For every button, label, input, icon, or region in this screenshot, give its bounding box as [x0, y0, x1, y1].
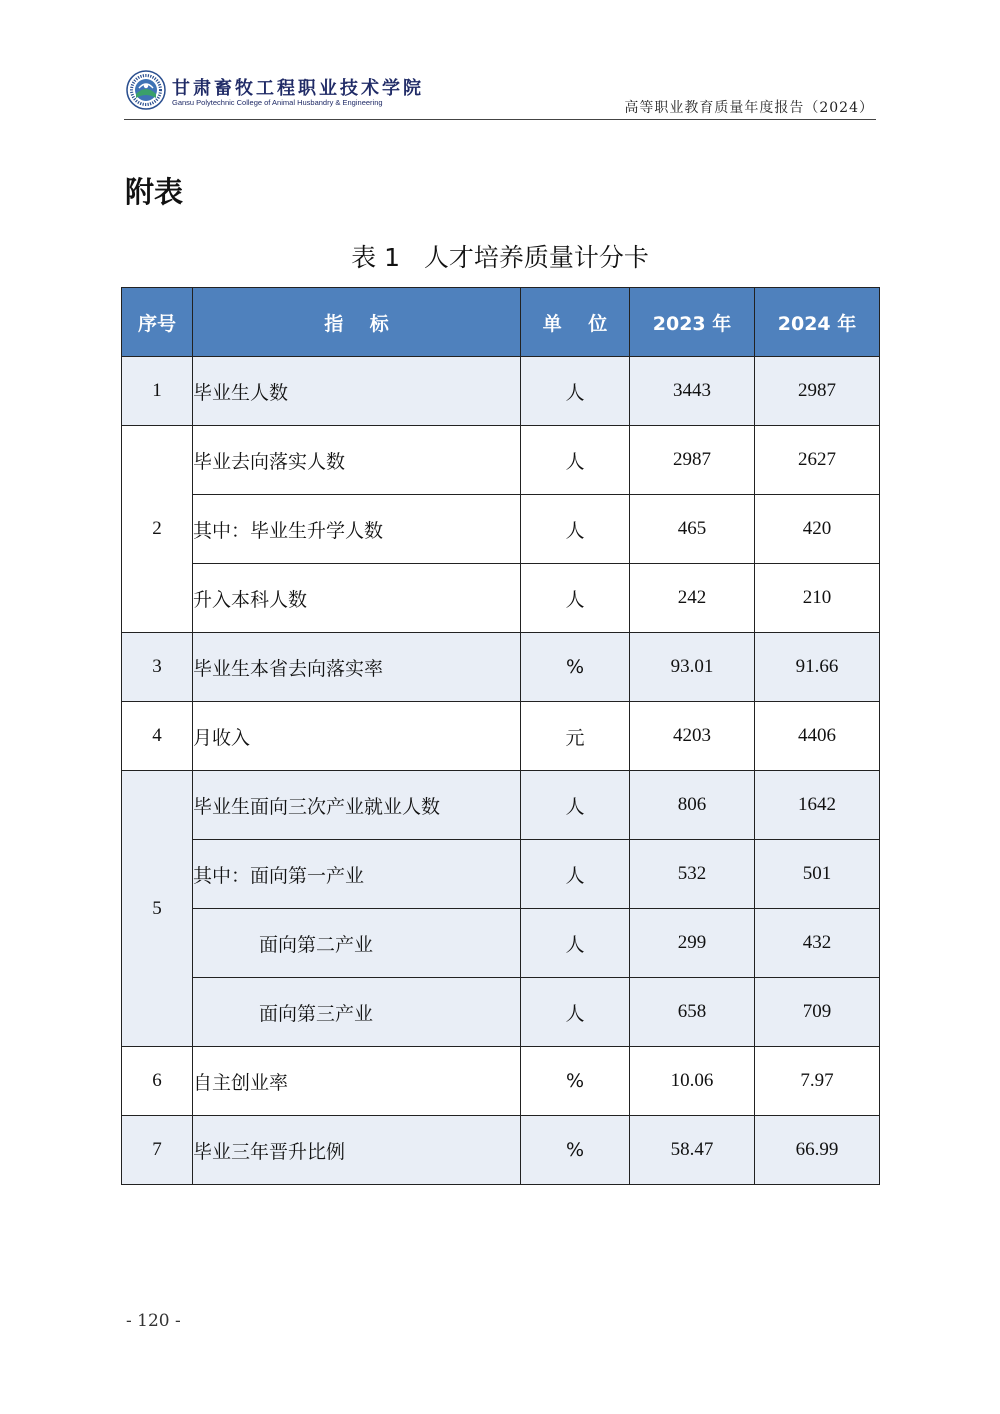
- header-indicator: 指 标: [193, 288, 521, 357]
- header-2023: 2023 年: [630, 288, 755, 357]
- row-unit: 人: [521, 978, 630, 1047]
- row-seq: 7: [122, 1116, 193, 1185]
- talent-quality-scorecard-table: [121, 287, 880, 1185]
- row-indicator: 毕业三年晋升比例: [193, 1116, 521, 1185]
- school-name-cn: 甘肃畜牧工程职业技术学院: [172, 78, 424, 99]
- table-row: [122, 495, 880, 564]
- table-row: [122, 840, 880, 909]
- row-seq: 3: [122, 633, 193, 702]
- row-value-2023: 3443: [630, 357, 755, 426]
- row-indicator: 其中：毕业生升学人数: [193, 495, 521, 564]
- header-divider: [124, 119, 876, 120]
- row-unit: %: [521, 1116, 630, 1185]
- row-value-2023: 2987: [630, 426, 755, 495]
- row-value-2024: 4406: [755, 702, 880, 771]
- row-value-2023: 299: [630, 909, 755, 978]
- row-seq: 6: [122, 1047, 193, 1116]
- table-row: [122, 1116, 880, 1185]
- row-indicator: 面向第二产业: [193, 909, 521, 978]
- header-unit: 单 位: [521, 288, 630, 357]
- row-indicator: 其中：面向第一产业: [193, 840, 521, 909]
- row-indicator: 毕业去向落实人数: [193, 426, 521, 495]
- row-value-2024: 66.99: [755, 1116, 880, 1185]
- row-seq: 5: [122, 771, 193, 1047]
- row-value-2024: 1642: [755, 771, 880, 840]
- row-unit: 元: [521, 702, 630, 771]
- row-unit: 人: [521, 357, 630, 426]
- page-number: - 120 -: [126, 1311, 181, 1331]
- row-value-2024: 2627: [755, 426, 880, 495]
- table-row: [122, 426, 880, 495]
- row-value-2023: 10.06: [630, 1047, 755, 1116]
- table-row: [122, 357, 880, 426]
- row-value-2023: 93.01: [630, 633, 755, 702]
- row-unit: 人: [521, 771, 630, 840]
- header-seq: 序号: [122, 288, 193, 357]
- row-value-2023: 532: [630, 840, 755, 909]
- row-indicator: 升入本科人数: [193, 564, 521, 633]
- table-row: [122, 978, 880, 1047]
- row-value-2024: 709: [755, 978, 880, 1047]
- row-value-2023: 806: [630, 771, 755, 840]
- row-value-2023: 58.47: [630, 1116, 755, 1185]
- row-unit: 人: [521, 426, 630, 495]
- row-value-2024: 420: [755, 495, 880, 564]
- row-indicator: 面向第三产业: [193, 978, 521, 1047]
- table-row: [122, 1047, 880, 1116]
- row-unit: 人: [521, 564, 630, 633]
- row-value-2024: 501: [755, 840, 880, 909]
- row-indicator: 毕业生本省去向落实率: [193, 633, 521, 702]
- section-title: 附表: [125, 175, 184, 209]
- school-name-en: Gansu Polytechnic College of Animal Husbandry & Engineering: [172, 98, 383, 107]
- table-row: [122, 909, 880, 978]
- row-value-2024: 210: [755, 564, 880, 633]
- table-row: [122, 702, 880, 771]
- table-row: [122, 771, 880, 840]
- row-indicator: 月收入: [193, 702, 521, 771]
- row-value-2024: 7.97: [755, 1047, 880, 1116]
- row-value-2024: 2987: [755, 357, 880, 426]
- row-unit: 人: [521, 909, 630, 978]
- page-header: [124, 70, 876, 120]
- table-title: 表 1 人才培养质量计分卡: [351, 243, 649, 272]
- row-unit: %: [521, 633, 630, 702]
- row-unit: 人: [521, 840, 630, 909]
- row-seq: 2: [122, 426, 193, 633]
- row-indicator: 自主创业率: [193, 1047, 521, 1116]
- report-title: 高等职业教育质量年度报告（2024）: [624, 100, 874, 116]
- table-row: [122, 633, 880, 702]
- row-value-2023: 465: [630, 495, 755, 564]
- table-row: [122, 564, 880, 633]
- row-seq: 1: [122, 357, 193, 426]
- row-unit: 人: [521, 495, 630, 564]
- row-seq: 4: [122, 702, 193, 771]
- row-value-2023: 4203: [630, 702, 755, 771]
- college-logo-icon: [126, 70, 166, 110]
- row-value-2024: 91.66: [755, 633, 880, 702]
- row-indicator: 毕业生面向三次产业就业人数: [193, 771, 521, 840]
- row-value-2024: 432: [755, 909, 880, 978]
- row-unit: %: [521, 1047, 630, 1116]
- table-header-row: [122, 288, 880, 357]
- header-2024: 2024 年: [755, 288, 880, 357]
- row-value-2023: 658: [630, 978, 755, 1047]
- row-value-2023: 242: [630, 564, 755, 633]
- row-indicator: 毕业生人数: [193, 357, 521, 426]
